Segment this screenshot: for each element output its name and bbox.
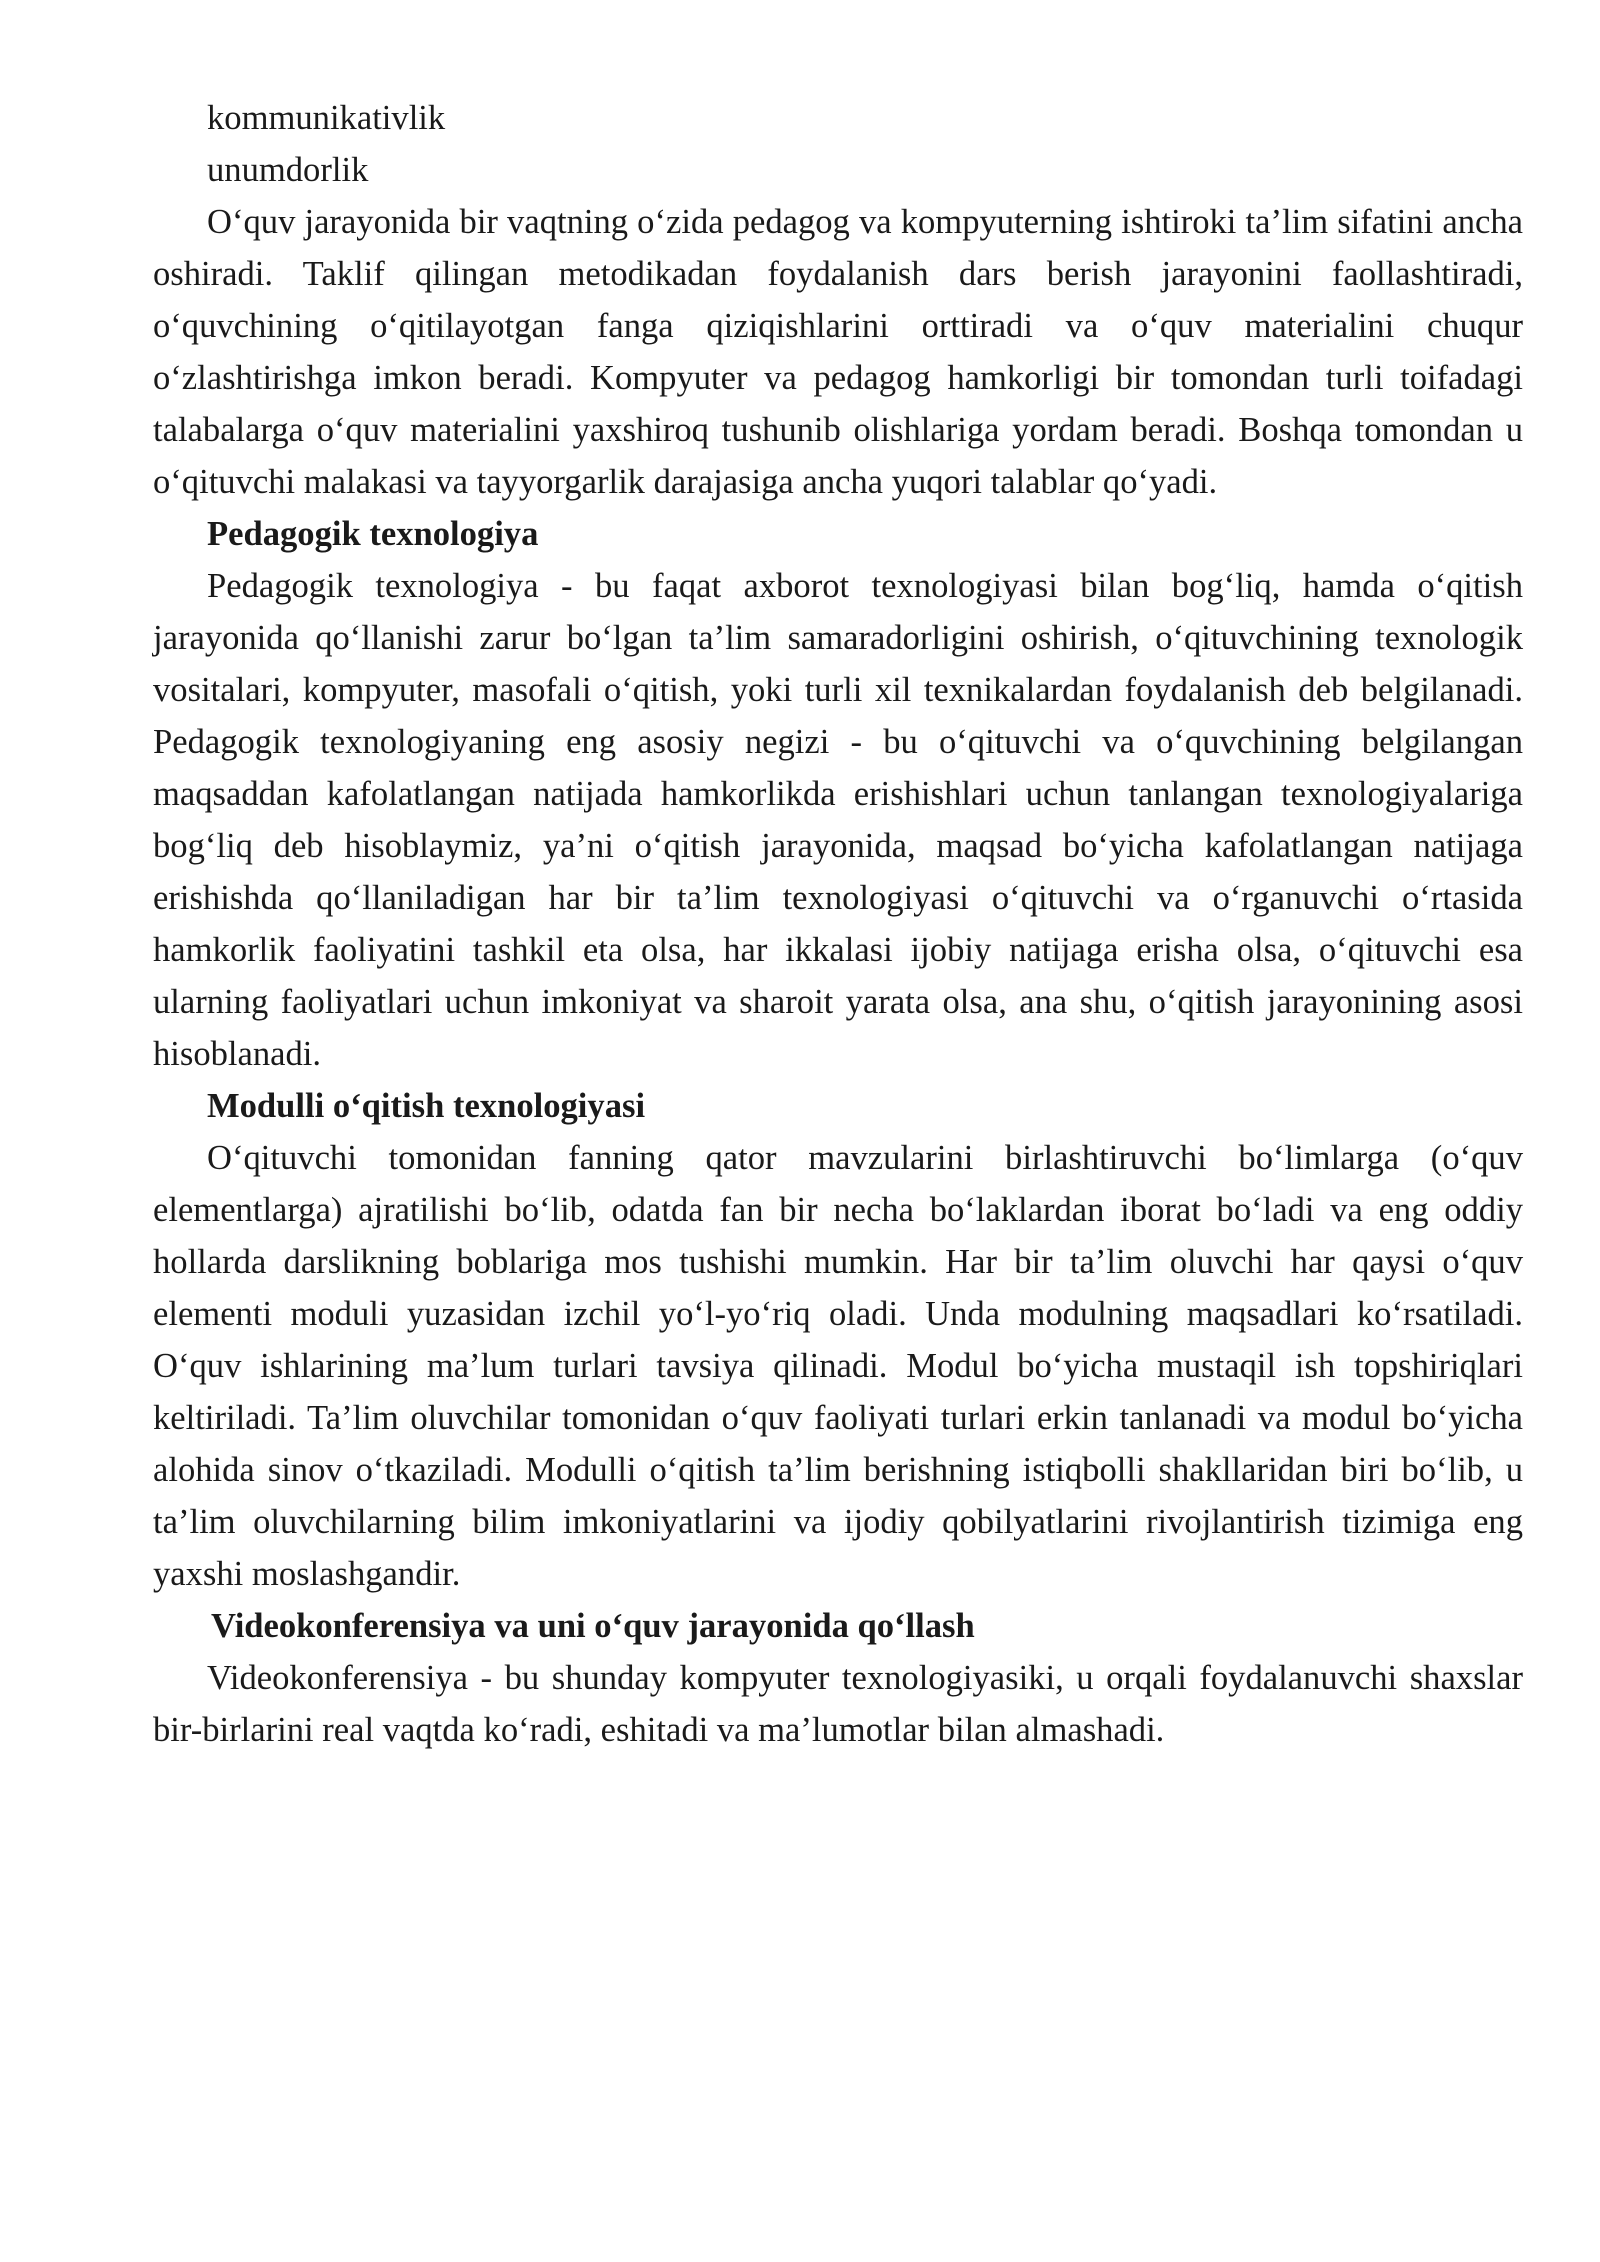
section-heading-videokonferensiya: Videokonferensiya va uni o‘quv jarayonida qo‘llash: [211, 1607, 975, 1645]
paragraph-modulli-oqitish: O‘qituvchi tomonidan fanning qator mavzularini birlashtiruvchi bo‘limlarga (o‘quv elementlarga) ajratilishi bo‘lib, odatda fan bir necha bo‘laklardan iborat bo‘ladi va eng oddiy hollarda darslikning boblariga mos tushishi mumkin. Har bir ta’lim oluvchi har qaysi o‘quv elementi moduli yuzasidan izchil yo‘l-yo‘riq oladi. Unda modulning maqsadlari ko‘rsatiladi. O‘quv ishlarining ma’lum turlari tavsiya qilinadi. Modul bo‘yicha mustaqil ish topshiriqlari keltiriladi. Ta’lim oluvchilar tomonidan o‘quv faoliyati turlari erkin tanlanadi va modul bo‘yicha alohida sinov o‘tkaziladi. Modulli o‘qitish ta’lim berishning istiqbolli shakllaridan biri bo‘lib, u ta’lim oluvchilarning bilim imkoniyatlarini va ijodiy qobilyatlarini rivojlantirish tizimiga eng yaxshi moslashgandir.: [153, 1139, 1523, 1593]
paragraph-pedagogik-texnologiya: Pedagogik texnologiya - bu faqat axborot texnologiyasi bilan bog‘liq, hamda o‘qitish jarayonida qo‘llanishi zarur bo‘lgan ta’lim samaradorligini oshirish, o‘qituvchining texnologik vositalari, kompyuter, masofali o‘qitish, yoki turli xil texnikalardan foydalanish deb belgilanadi. Pedagogik texnologiyaning eng asosiy negizi - bu o‘qituvchi va o‘quvchining belgilangan maqsaddan kafolatlangan natijada hamkorlikda erishishlari uchun tanlangan texnologiyalariga bog‘liq deb hisoblaymiz, ya’ni o‘qitish jarayonida, maqsad bo‘yicha kafolatlangan natijaga erishishda qo‘llaniladigan har bir ta’lim texnologiyasi o‘qituvchi va o‘rganuvchi o‘rtasida hamkorlik faoliyatini tashkil eta olsa, har ikkalasi ijobiy natijaga erisha olsa, o‘qituvchi esa ularning faoliyatlari uchun imkoniyat va sharoit yarata olsa, ana shu, o‘qitish jarayonining asosi hisoblanadi.: [153, 567, 1523, 1073]
paragraph-intro: O‘quv jarayonida bir vaqtning o‘zida pedagog va kompyuterning ishtiroki ta’lim sifatini ancha oshiradi. Taklif qilingan metodikadan foydalanish dars berish jarayonini faollashtiradi, o‘quvchining o‘qitilayotgan fanga qiziqishlarini orttiradi va o‘quv materialini chuqur o‘zlashtirishga imkon beradi. Kompyuter va pedagog hamkorligi bir tomondan turli toifadagi talabalarga o‘quv materialini yaxshiroq tushunib olishlariga yordam beradi. Boshqa tomondan u o‘qituvchi malakasi va tayyorgarlik darajasiga ancha yuqori talablar qo‘yadi.: [153, 203, 1523, 501]
document-body: [153, 92, 1523, 1756]
section-heading-modulli-oqitish: Modulli o‘qitish texnologiyasi: [207, 1087, 646, 1125]
paragraph-videokonferensiya: Videokonferensiya - bu shunday kompyuter texnologiyasiki, u orqali foydalanuvchi shaxslar bir-birlarini real vaqtda ko‘radi, eshitadi va ma’lumotlar bilan almashadi.: [153, 1659, 1523, 1749]
section-heading-pedagogik-texnologiya: Pedagogik texnologiya: [207, 515, 539, 553]
list-item: kommunikativlik: [207, 99, 446, 137]
list-item: unumdorlik: [207, 151, 369, 189]
